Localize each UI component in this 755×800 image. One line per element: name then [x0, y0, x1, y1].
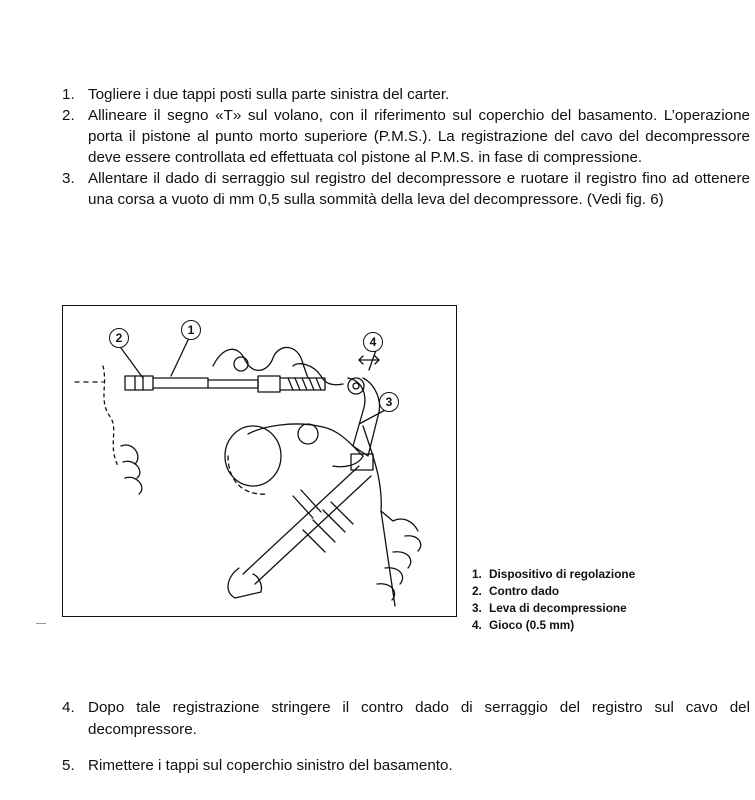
scan-mark	[36, 623, 46, 624]
valve-mechanism-drawing	[63, 306, 456, 616]
step-text: Allentare il dado di serraggio sul registro del decompressore e ruotare il registro fino ad ottenere una corsa a vuoto di mm 0,5 sulla sommità della leva del decompressore. (Vedi fig. 6)	[88, 170, 750, 208]
step-text: Allineare il segno «T» sul volano, con il riferimento sul coperchio del basamento. L’operazione porta il pistone al punto morto superiore (P.M.S.). La registrazione del cavo del decompressore deve essere controllata ed effettuata col pistone al P.M.S. in fase di compressione.	[88, 107, 750, 166]
legend-number: 4.	[472, 618, 482, 632]
legend-text: Dispositivo di regolazione	[489, 567, 636, 581]
legend-text: Leva di decompressione	[489, 601, 627, 615]
step-number: 2.	[62, 107, 75, 124]
legend-text: Contro dado	[489, 584, 560, 598]
figure-legend	[472, 566, 635, 634]
legend-item	[472, 600, 635, 617]
step-text: Togliere i due tappi posti sulla parte sinistra del carter.	[88, 86, 450, 103]
step-4	[62, 697, 750, 741]
legend-number: 1.	[472, 567, 482, 581]
callout-3: 3	[379, 392, 399, 412]
decompressor-figure	[62, 305, 457, 617]
step-5	[62, 755, 750, 777]
instruction-steps	[62, 84, 750, 210]
step-text: Dopo tale registrazione stringere il contro dado di serraggio del registro sul cavo del decompressore.	[88, 699, 750, 738]
legend-number: 2.	[472, 584, 482, 598]
step-number: 3.	[62, 170, 75, 187]
callout-2: 2	[109, 328, 129, 348]
step-text: Rimettere i tappi sul coperchio sinistro del basamento.	[88, 757, 453, 774]
legend-number: 3.	[472, 601, 482, 615]
step-1	[62, 84, 750, 105]
step-3	[62, 168, 750, 210]
legend-item	[472, 583, 635, 600]
legend-text: Gioco (0.5 mm)	[489, 618, 575, 632]
instruction-steps-continued	[62, 697, 750, 791]
step-number: 4.	[62, 699, 75, 716]
callout-4: 4	[363, 332, 383, 352]
callout-1: 1	[181, 320, 201, 340]
legend-item	[472, 566, 635, 583]
step-number: 5.	[62, 757, 75, 774]
step-number: 1.	[62, 86, 75, 103]
step-2	[62, 105, 750, 168]
legend-item	[472, 617, 635, 634]
